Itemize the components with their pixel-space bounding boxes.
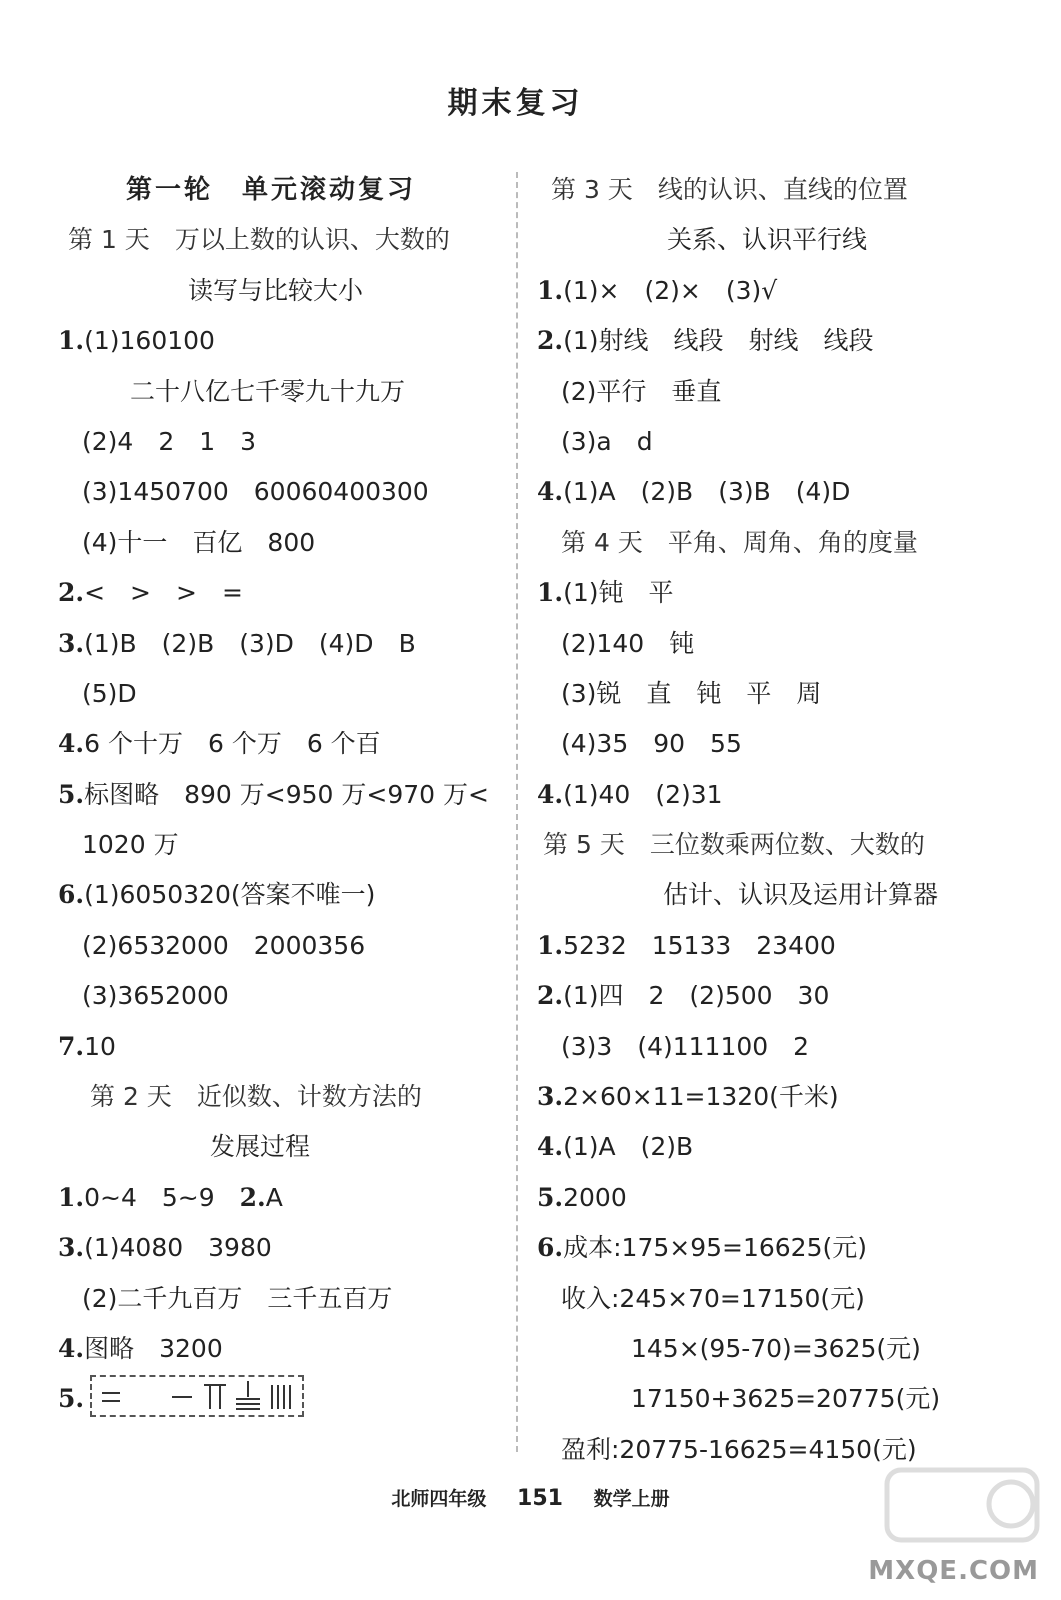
answer-3-cont: (5)D xyxy=(82,678,137,708)
answer-6: 6.(1)6050320(答案不唯一) xyxy=(58,880,376,910)
answer-c4: 4.(1)A (2)B (3)B (4)D xyxy=(537,477,851,507)
watermark-text: MXQE.COM xyxy=(868,1556,1039,1586)
answer-7: 7.10 xyxy=(58,1031,116,1061)
day4-heading: 第 4 天 平角、周角、角的度量 xyxy=(561,527,918,557)
right-column xyxy=(537,165,1007,1475)
footer-book: 数学上册 xyxy=(593,1488,670,1510)
answer-c2-2: (2)平行 垂直 xyxy=(561,376,722,406)
answer-1-cont: 二十八亿七千零九十九万 xyxy=(130,376,406,406)
column-divider xyxy=(516,172,518,1452)
answer-e5: 5.2000 xyxy=(537,1182,627,1212)
day2-heading-cont: 发展过程 xyxy=(210,1132,311,1162)
page-title: 期末复习 xyxy=(447,86,584,121)
answer-e6-4: 17150+3625=20775(元) xyxy=(631,1384,941,1414)
day3-heading-cont: 关系、认识平行线 xyxy=(667,225,868,255)
answer-c2: 2.(1)射线 线段 射线 线段 xyxy=(537,326,874,356)
answer-b3: 3.(1)4080 3980 xyxy=(58,1233,272,1263)
answer-6-3: (3)3652000 xyxy=(82,981,229,1011)
answer-4: 4.6 个十万 6 个万 6 个百 xyxy=(58,729,381,759)
answer-d4: 4.(1)40 (2)31 xyxy=(537,779,723,809)
answer-d1-2: (2)140 钝 xyxy=(561,628,695,658)
left-column xyxy=(58,165,503,1425)
day5-heading: 第 5 天 三位数乘两位数、大数的 xyxy=(543,830,925,860)
round-title: 第一轮 单元滚动复习 xyxy=(126,175,417,205)
answer-1-4: (4)十一 百亿 800 xyxy=(82,527,316,557)
answer-c2-3: (3)a d xyxy=(561,426,653,456)
day2-heading: 第 2 天 近似数、计数方法的 xyxy=(90,1082,422,1112)
answer-d1-4: (4)35 90 55 xyxy=(561,729,742,759)
answer-b1-b2: 1.0~4 5~9 2.A xyxy=(58,1182,283,1212)
counting-rods-figure xyxy=(90,1375,304,1417)
answer-c1: 1.(1)× (2)× (3)√ xyxy=(537,275,778,305)
footer-grade: 北师四年级 xyxy=(391,1488,487,1510)
answer-e1: 1.5232 15133 23400 xyxy=(537,930,836,960)
answer-2: 2.< > > = xyxy=(58,578,243,608)
answer-d1: 1.(1)钝 平 xyxy=(537,578,674,608)
answer-1-2: (2)4 2 1 3 xyxy=(82,426,257,456)
answer-6-2: (2)6532000 2000356 xyxy=(82,930,366,960)
day1-heading-cont: 读写与比较大小 xyxy=(188,275,364,305)
day1-heading: 第 1 天 万以上数的认识、大数的 xyxy=(68,225,450,255)
answer-b3-2: (2)二千九百万 三千五百万 xyxy=(82,1283,393,1313)
page-number: 151 xyxy=(517,1486,563,1511)
answer-5: 5.标图略 890 万<950 万<970 万< xyxy=(58,779,489,809)
answer-e4: 4.(1)A (2)B xyxy=(537,1132,694,1162)
day3-heading: 第 3 天 线的认识、直线的位置 xyxy=(551,175,908,204)
answer-b4: 4.图略 3200 xyxy=(58,1333,223,1363)
answer-e6-3: 145×(95-70)=3625(元) xyxy=(631,1333,921,1363)
answer-3: 3.(1)B (2)B (3)D (4)D B xyxy=(58,628,416,658)
answer-5-cont: 1020 万 xyxy=(82,830,179,860)
answer-e6: 6.成本:175×95=16625(元) xyxy=(537,1233,867,1263)
answer-1-3: (3)1450700 60060400300 xyxy=(82,477,429,507)
answer-d1-3: (3)锐 直 钝 平 周 xyxy=(561,678,822,708)
answer-e2-2: (3)3 (4)111100 2 xyxy=(561,1031,810,1061)
day5-heading-cont: 估计、认识及运用计算器 xyxy=(663,880,939,910)
answer-b5: 5. xyxy=(58,1374,503,1424)
answer-1: 1.(1)160100 xyxy=(58,326,215,356)
answer-e2: 2.(1)四 2 (2)500 30 xyxy=(537,981,830,1011)
answer-e3: 3.2×60×11=1320(千米) xyxy=(537,1082,839,1112)
answer-e6-2: 收入:245×70=17150(元) xyxy=(561,1283,865,1313)
answer-e6-5: 盈利:20775-16625=4150(元) xyxy=(561,1434,917,1464)
